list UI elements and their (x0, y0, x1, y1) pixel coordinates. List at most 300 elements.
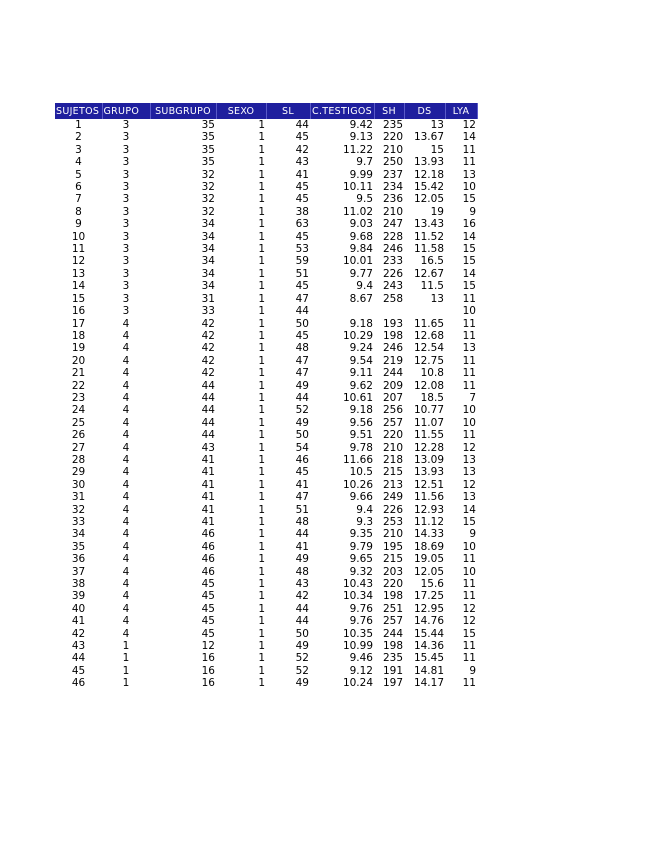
cell-sujeto[interactable]: 5 (75, 168, 82, 181)
cell-grupo[interactable]: 3 (122, 230, 130, 243)
cell-c-testigos[interactable]: 9.76 (349, 615, 373, 628)
cell-ds[interactable]: 10.8 (420, 367, 444, 380)
cell-subgrupo[interactable]: 33 (201, 305, 215, 318)
cell-sexo[interactable]: 1 (258, 516, 265, 528)
cell-sh[interactable]: 203 (382, 565, 403, 578)
cell-c-testigos[interactable]: 9.24 (349, 342, 373, 355)
cell-sl[interactable]: 54 (295, 441, 309, 454)
cell-c-testigos[interactable]: 9.13 (349, 131, 373, 144)
cell-sh[interactable]: 243 (382, 280, 403, 293)
cell-sexo[interactable]: 1 (258, 553, 265, 566)
cell-grupo[interactable]: 4 (122, 578, 130, 591)
cell-c-testigos[interactable]: 9.18 (349, 404, 373, 417)
cell-grupo[interactable]: 4 (122, 379, 130, 392)
cell-sh[interactable]: 218 (382, 453, 403, 466)
cell-ds[interactable]: 14.33 (413, 528, 444, 541)
cell-sujeto[interactable]: 6 (75, 181, 82, 194)
cell-sujeto[interactable]: 46 (71, 677, 86, 690)
cell-sujeto[interactable]: 3 (75, 143, 82, 156)
cell-subgrupo[interactable]: 45 (201, 615, 215, 628)
cell-subgrupo[interactable]: 44 (201, 416, 215, 429)
cell-lya[interactable]: 12 (462, 615, 476, 628)
cell-ds[interactable]: 13 (430, 119, 444, 131)
cell-subgrupo[interactable]: 44 (201, 404, 215, 417)
header-sexo[interactable]: SEXO (216, 103, 266, 119)
cell-lya[interactable]: 13 (462, 466, 476, 479)
cell-sl[interactable]: 49 (295, 416, 309, 429)
cell-c-testigos[interactable]: 10.29 (342, 329, 373, 342)
cell-sujeto[interactable]: 8 (75, 205, 82, 218)
cell-sh[interactable]: 226 (382, 503, 403, 516)
cell-lya[interactable]: 11 (462, 317, 476, 330)
cell-sh[interactable]: 193 (382, 317, 403, 330)
cell-sl[interactable]: 44 (295, 528, 309, 541)
cell-sexo[interactable]: 1 (258, 119, 265, 131)
cell-sujeto[interactable]: 14 (71, 280, 86, 293)
cell-sujeto[interactable]: 20 (71, 354, 86, 367)
cell-subgrupo[interactable]: 32 (201, 205, 215, 218)
cell-grupo[interactable]: 4 (122, 441, 130, 454)
cell-ds[interactable]: 15.42 (413, 181, 444, 194)
cell-subgrupo[interactable]: 35 (201, 131, 215, 144)
cell-sexo[interactable]: 1 (258, 230, 265, 243)
cell-sh[interactable]: 235 (382, 119, 403, 131)
cell-ds[interactable] (404, 305, 445, 317)
cell-sujeto[interactable]: 36 (71, 553, 86, 566)
cell-sl[interactable]: 49 (295, 640, 309, 653)
cell-c-testigos[interactable]: 9.51 (349, 429, 373, 442)
cell-lya[interactable]: 10 (462, 565, 476, 578)
cell-sexo[interactable]: 1 (258, 280, 265, 293)
cell-subgrupo[interactable]: 45 (201, 602, 215, 615)
cell-sh[interactable]: 210 (382, 205, 403, 218)
cell-sujeto[interactable]: 44 (71, 652, 86, 665)
cell-sl[interactable]: 48 (295, 342, 309, 355)
cell-ds[interactable]: 13.09 (413, 453, 444, 466)
cell-sl[interactable]: 49 (295, 553, 309, 566)
cell-sexo[interactable]: 1 (258, 193, 265, 206)
cell-sh[interactable]: 198 (382, 329, 403, 342)
cell-subgrupo[interactable]: 46 (201, 540, 215, 553)
cell-ds[interactable]: 10.77 (413, 404, 444, 417)
cell-sh[interactable]: 244 (382, 627, 403, 640)
cell-sexo[interactable]: 1 (258, 503, 265, 516)
cell-sl[interactable]: 63 (295, 218, 309, 231)
cell-sujeto[interactable]: 33 (71, 516, 86, 528)
cell-sh[interactable]: 237 (382, 168, 403, 181)
cell-sh[interactable]: 226 (382, 267, 403, 280)
cell-grupo[interactable]: 4 (122, 491, 130, 504)
cell-grupo[interactable]: 4 (122, 429, 130, 442)
cell-subgrupo[interactable]: 45 (201, 578, 215, 591)
cell-ds[interactable]: 12.67 (413, 267, 444, 280)
cell-c-testigos[interactable]: 9.3 (356, 516, 373, 528)
cell-subgrupo[interactable]: 16 (201, 664, 215, 677)
cell-sh[interactable]: 246 (382, 342, 403, 355)
cell-lya[interactable]: 9 (469, 205, 476, 218)
cell-sexo[interactable]: 1 (258, 429, 265, 442)
cell-sujeto[interactable]: 24 (71, 404, 86, 417)
cell-sl[interactable]: 51 (295, 503, 309, 516)
cell-sexo[interactable]: 1 (258, 540, 265, 553)
cell-sl[interactable]: 45 (295, 280, 309, 293)
cell-sh[interactable]: 210 (382, 528, 403, 541)
cell-sl[interactable]: 59 (295, 255, 309, 268)
cell-ds[interactable]: 19.05 (413, 553, 444, 566)
cell-c-testigos[interactable]: 9.32 (349, 565, 373, 578)
cell-sh[interactable]: 246 (382, 243, 403, 256)
cell-sujeto[interactable]: 34 (71, 528, 86, 541)
cell-subgrupo[interactable]: 42 (201, 317, 215, 330)
cell-c-testigos[interactable]: 9.78 (349, 441, 373, 454)
cell-lya[interactable]: 15 (462, 193, 476, 206)
cell-sexo[interactable]: 1 (258, 565, 265, 578)
cell-lya[interactable]: 10 (462, 416, 476, 429)
cell-c-testigos[interactable]: 10.35 (342, 627, 373, 640)
cell-grupo[interactable]: 4 (122, 516, 130, 528)
cell-ds[interactable]: 12.18 (413, 168, 444, 181)
cell-subgrupo[interactable]: 12 (201, 640, 215, 653)
cell-sujeto[interactable]: 32 (71, 503, 86, 516)
cell-c-testigos[interactable]: 9.79 (349, 540, 373, 553)
cell-sexo[interactable]: 1 (258, 255, 265, 268)
cell-lya[interactable]: 12 (462, 441, 476, 454)
cell-sexo[interactable]: 1 (258, 640, 265, 653)
cell-lya[interactable]: 11 (462, 329, 476, 342)
cell-sl[interactable]: 45 (295, 329, 309, 342)
cell-c-testigos[interactable]: 11.66 (342, 453, 373, 466)
cell-subgrupo[interactable]: 41 (201, 478, 215, 491)
cell-sujeto[interactable]: 45 (71, 664, 86, 677)
cell-sl[interactable]: 44 (295, 305, 309, 318)
cell-sexo[interactable]: 1 (258, 267, 265, 280)
cell-ds[interactable]: 13.43 (413, 218, 444, 231)
cell-sexo[interactable]: 1 (258, 453, 265, 466)
cell-grupo[interactable]: 3 (122, 205, 130, 218)
cell-sexo[interactable]: 1 (258, 143, 265, 156)
cell-sexo[interactable]: 1 (258, 602, 265, 615)
cell-grupo[interactable]: 4 (122, 317, 130, 330)
cell-sl[interactable]: 48 (295, 516, 309, 528)
cell-lya[interactable]: 11 (462, 292, 476, 305)
cell-c-testigos[interactable]: 9.66 (349, 491, 373, 504)
cell-sl[interactable]: 50 (295, 429, 309, 442)
cell-ds[interactable]: 15.44 (413, 627, 444, 640)
cell-c-testigos[interactable]: 10.24 (342, 677, 373, 690)
cell-ds[interactable]: 14.36 (413, 640, 444, 653)
cell-ds[interactable]: 16.5 (420, 255, 444, 268)
cell-sh[interactable]: 247 (382, 218, 403, 231)
cell-ds[interactable]: 11.12 (413, 516, 444, 528)
cell-sujeto[interactable]: 12 (71, 255, 86, 268)
cell-sh[interactable]: 251 (382, 602, 403, 615)
cell-sh[interactable]: 191 (382, 664, 403, 677)
cell-grupo[interactable]: 1 (122, 677, 130, 690)
cell-c-testigos[interactable]: 9.42 (349, 119, 373, 131)
cell-c-testigos[interactable]: 9.54 (349, 354, 373, 367)
cell-grupo[interactable]: 4 (122, 615, 130, 628)
cell-ds[interactable]: 12.54 (413, 342, 444, 355)
cell-c-testigos[interactable]: 10.01 (342, 255, 373, 268)
cell-sujeto[interactable]: 42 (71, 627, 86, 640)
cell-sh[interactable]: 198 (382, 590, 403, 603)
cell-c-testigos[interactable]: 9.46 (349, 652, 373, 665)
cell-subgrupo[interactable]: 34 (201, 243, 215, 256)
cell-lya[interactable]: 11 (462, 354, 476, 367)
cell-subgrupo[interactable]: 41 (201, 453, 215, 466)
cell-grupo[interactable]: 4 (122, 627, 130, 640)
cell-c-testigos[interactable]: 9.77 (349, 267, 373, 280)
cell-sl[interactable]: 53 (295, 243, 309, 256)
cell-grupo[interactable]: 4 (122, 391, 130, 404)
cell-subgrupo[interactable]: 32 (201, 181, 215, 194)
cell-grupo[interactable]: 3 (122, 218, 130, 231)
cell-subgrupo[interactable]: 42 (201, 342, 215, 355)
cell-lya[interactable]: 15 (462, 255, 476, 268)
cell-c-testigos[interactable]: 11.22 (342, 143, 373, 156)
cell-sl[interactable]: 42 (295, 143, 309, 156)
cell-sl[interactable]: 45 (295, 230, 309, 243)
cell-subgrupo[interactable]: 32 (201, 168, 215, 181)
cell-sl[interactable]: 49 (295, 677, 309, 690)
cell-sl[interactable]: 43 (295, 578, 309, 591)
cell-sh[interactable] (374, 305, 404, 317)
header-lya[interactable]: LYA (445, 103, 477, 119)
cell-lya[interactable]: 10 (462, 404, 476, 417)
cell-sh[interactable]: 228 (382, 230, 403, 243)
cell-c-testigos[interactable]: 9.68 (349, 230, 373, 243)
cell-sujeto[interactable]: 43 (71, 640, 86, 653)
cell-c-testigos[interactable]: 9.4 (356, 280, 373, 293)
cell-sl[interactable]: 44 (295, 615, 309, 628)
cell-sh[interactable]: 253 (382, 516, 403, 528)
cell-sl[interactable]: 46 (295, 453, 309, 466)
cell-sujeto[interactable]: 4 (75, 156, 82, 169)
cell-sh[interactable]: 256 (382, 404, 403, 417)
cell-sh[interactable]: 197 (382, 677, 403, 690)
cell-lya[interactable]: 16 (462, 218, 476, 231)
cell-sexo[interactable]: 1 (258, 329, 265, 342)
cell-sujeto[interactable]: 37 (71, 565, 86, 578)
cell-sujeto[interactable]: 22 (71, 379, 86, 392)
cell-c-testigos[interactable]: 9.11 (349, 367, 373, 380)
cell-grupo[interactable]: 4 (122, 602, 130, 615)
cell-c-testigos[interactable]: 10.11 (342, 181, 373, 194)
cell-sexo[interactable]: 1 (258, 205, 265, 218)
cell-c-testigos[interactable]: 9.03 (349, 218, 373, 231)
cell-ds[interactable]: 14.17 (413, 677, 444, 690)
cell-c-testigos[interactable]: 10.26 (342, 478, 373, 491)
cell-sexo[interactable]: 1 (258, 404, 265, 417)
cell-sh[interactable]: 220 (382, 578, 403, 591)
cell-grupo[interactable]: 3 (122, 255, 130, 268)
cell-sl[interactable]: 44 (295, 602, 309, 615)
cell-sh[interactable]: 198 (382, 640, 403, 653)
cell-ds[interactable]: 18.5 (420, 391, 444, 404)
cell-c-testigos[interactable]: 10.34 (342, 590, 373, 603)
header-grupo[interactable]: GRUPO (102, 103, 150, 119)
cell-subgrupo[interactable]: 34 (201, 218, 215, 231)
cell-subgrupo[interactable]: 35 (201, 143, 215, 156)
cell-ds[interactable]: 13.67 (413, 131, 444, 144)
cell-lya[interactable]: 10 (462, 305, 476, 318)
cell-sl[interactable]: 50 (295, 317, 309, 330)
cell-subgrupo[interactable]: 41 (201, 516, 215, 528)
cell-grupo[interactable]: 1 (122, 640, 130, 653)
cell-lya[interactable]: 7 (469, 391, 476, 404)
cell-sexo[interactable]: 1 (258, 491, 265, 504)
cell-grupo[interactable]: 4 (122, 478, 130, 491)
cell-c-testigos[interactable]: 9.62 (349, 379, 373, 392)
cell-c-testigos[interactable]: 9.7 (356, 156, 373, 169)
cell-ds[interactable]: 11.52 (413, 230, 444, 243)
cell-sexo[interactable]: 1 (258, 292, 265, 305)
cell-grupo[interactable]: 4 (122, 503, 130, 516)
cell-subgrupo[interactable]: 46 (201, 565, 215, 578)
cell-grupo[interactable]: 3 (122, 305, 130, 318)
cell-grupo[interactable]: 4 (122, 354, 130, 367)
cell-sexo[interactable]: 1 (258, 218, 265, 231)
cell-grupo[interactable]: 3 (122, 131, 130, 144)
cell-grupo[interactable]: 1 (122, 664, 130, 677)
cell-sh[interactable]: 234 (382, 181, 403, 194)
cell-sujeto[interactable]: 7 (75, 193, 82, 206)
cell-sexo[interactable]: 1 (258, 590, 265, 603)
cell-sl[interactable]: 43 (295, 156, 309, 169)
cell-sh[interactable]: 235 (382, 652, 403, 665)
cell-ds[interactable]: 14.81 (413, 664, 444, 677)
cell-grupo[interactable]: 4 (122, 590, 130, 603)
cell-subgrupo[interactable]: 34 (201, 230, 215, 243)
header-c-testigos[interactable]: C.TESTIGOS (310, 103, 374, 119)
cell-sh[interactable]: 220 (382, 429, 403, 442)
cell-sh[interactable]: 249 (382, 491, 403, 504)
cell-ds[interactable]: 12.28 (413, 441, 444, 454)
cell-grupo[interactable]: 4 (122, 342, 130, 355)
cell-sh[interactable]: 215 (382, 553, 403, 566)
cell-subgrupo[interactable]: 35 (201, 119, 215, 131)
cell-subgrupo[interactable]: 44 (201, 379, 215, 392)
cell-ds[interactable]: 12.93 (413, 503, 444, 516)
header-sujetos[interactable]: SUJETOS (55, 103, 102, 119)
cell-ds[interactable]: 11.55 (413, 429, 444, 442)
cell-sujeto[interactable]: 30 (71, 478, 86, 491)
cell-sexo[interactable]: 1 (258, 367, 265, 380)
cell-subgrupo[interactable]: 31 (201, 292, 215, 305)
cell-c-testigos[interactable]: 9.56 (349, 416, 373, 429)
cell-subgrupo[interactable]: 41 (201, 466, 215, 479)
cell-ds[interactable]: 11.58 (413, 243, 444, 256)
cell-lya[interactable]: 15 (462, 243, 476, 256)
cell-ds[interactable]: 12.05 (413, 193, 444, 206)
cell-c-testigos[interactable]: 9.4 (356, 503, 373, 516)
cell-lya[interactable]: 11 (462, 677, 476, 690)
cell-lya[interactable]: 13 (462, 491, 476, 504)
cell-subgrupo[interactable]: 41 (201, 491, 215, 504)
cell-sujeto[interactable]: 25 (71, 416, 86, 429)
cell-subgrupo[interactable]: 43 (201, 441, 215, 454)
cell-sexo[interactable]: 1 (258, 664, 265, 677)
cell-sexo[interactable]: 1 (258, 131, 265, 144)
cell-lya[interactable]: 12 (462, 478, 476, 491)
cell-sh[interactable]: 233 (382, 255, 403, 268)
cell-c-testigos[interactable]: 9.5 (356, 193, 373, 206)
cell-sexo[interactable]: 1 (258, 391, 265, 404)
cell-sh[interactable]: 219 (382, 354, 403, 367)
cell-c-testigos[interactable]: 8.67 (349, 292, 373, 305)
cell-sl[interactable]: 47 (295, 292, 309, 305)
cell-sexo[interactable]: 1 (258, 652, 265, 665)
cell-lya[interactable]: 11 (462, 429, 476, 442)
cell-c-testigos[interactable]: 10.43 (342, 578, 373, 591)
cell-subgrupo[interactable]: 34 (201, 267, 215, 280)
cell-subgrupo[interactable]: 41 (201, 503, 215, 516)
cell-ds[interactable]: 12.95 (413, 602, 444, 615)
cell-sl[interactable]: 45 (295, 181, 309, 194)
header-sl[interactable]: SL (266, 103, 310, 119)
cell-ds[interactable]: 15 (430, 143, 444, 156)
cell-grupo[interactable]: 3 (122, 156, 130, 169)
cell-ds[interactable]: 12.05 (413, 565, 444, 578)
cell-lya[interactable]: 11 (462, 578, 476, 591)
cell-sl[interactable]: 41 (295, 168, 309, 181)
cell-ds[interactable]: 13.93 (413, 156, 444, 169)
cell-sujeto[interactable]: 41 (71, 615, 86, 628)
cell-sl[interactable]: 52 (295, 664, 309, 677)
cell-grupo[interactable]: 3 (122, 119, 130, 131)
cell-lya[interactable]: 15 (462, 280, 476, 293)
cell-c-testigos[interactable]: 10.5 (349, 466, 373, 479)
cell-ds[interactable]: 15.6 (420, 578, 444, 591)
cell-lya[interactable]: 12 (462, 602, 476, 615)
cell-sl[interactable]: 41 (295, 478, 309, 491)
cell-sujeto[interactable]: 19 (71, 342, 86, 355)
cell-sh[interactable]: 213 (382, 478, 403, 491)
cell-grupo[interactable]: 4 (122, 528, 130, 541)
cell-sexo[interactable]: 1 (258, 677, 265, 690)
cell-subgrupo[interactable]: 46 (201, 553, 215, 566)
cell-sl[interactable]: 38 (295, 205, 309, 218)
cell-sujeto[interactable]: 9 (75, 218, 82, 231)
cell-c-testigos[interactable]: 9.76 (349, 602, 373, 615)
cell-c-testigos[interactable]: 10.99 (342, 640, 373, 653)
cell-lya[interactable]: 11 (462, 367, 476, 380)
cell-sujeto[interactable]: 23 (71, 391, 86, 404)
cell-sh[interactable]: 236 (382, 193, 403, 206)
cell-ds[interactable]: 13 (430, 292, 444, 305)
cell-grupo[interactable]: 1 (122, 652, 130, 665)
cell-ds[interactable]: 12.51 (413, 478, 444, 491)
cell-sexo[interactable]: 1 (258, 305, 265, 318)
cell-sh[interactable]: 195 (382, 540, 403, 553)
cell-sujeto[interactable]: 2 (75, 131, 82, 144)
cell-sh[interactable]: 258 (382, 292, 403, 305)
cell-sexo[interactable]: 1 (258, 354, 265, 367)
cell-grupo[interactable]: 3 (122, 193, 130, 206)
header-subgrupo[interactable]: SUBGRUPO (150, 103, 216, 119)
cell-lya[interactable]: 9 (469, 664, 476, 677)
header-ds[interactable]: DS (404, 103, 445, 119)
cell-sexo[interactable]: 1 (258, 416, 265, 429)
cell-sexo[interactable]: 1 (258, 181, 265, 194)
cell-subgrupo[interactable]: 35 (201, 156, 215, 169)
cell-lya[interactable]: 11 (462, 143, 476, 156)
cell-sujeto[interactable]: 39 (71, 590, 86, 603)
cell-sujeto[interactable]: 26 (71, 429, 86, 442)
cell-subgrupo[interactable]: 45 (201, 627, 215, 640)
cell-sl[interactable]: 45 (295, 131, 309, 144)
cell-sexo[interactable]: 1 (258, 615, 265, 628)
